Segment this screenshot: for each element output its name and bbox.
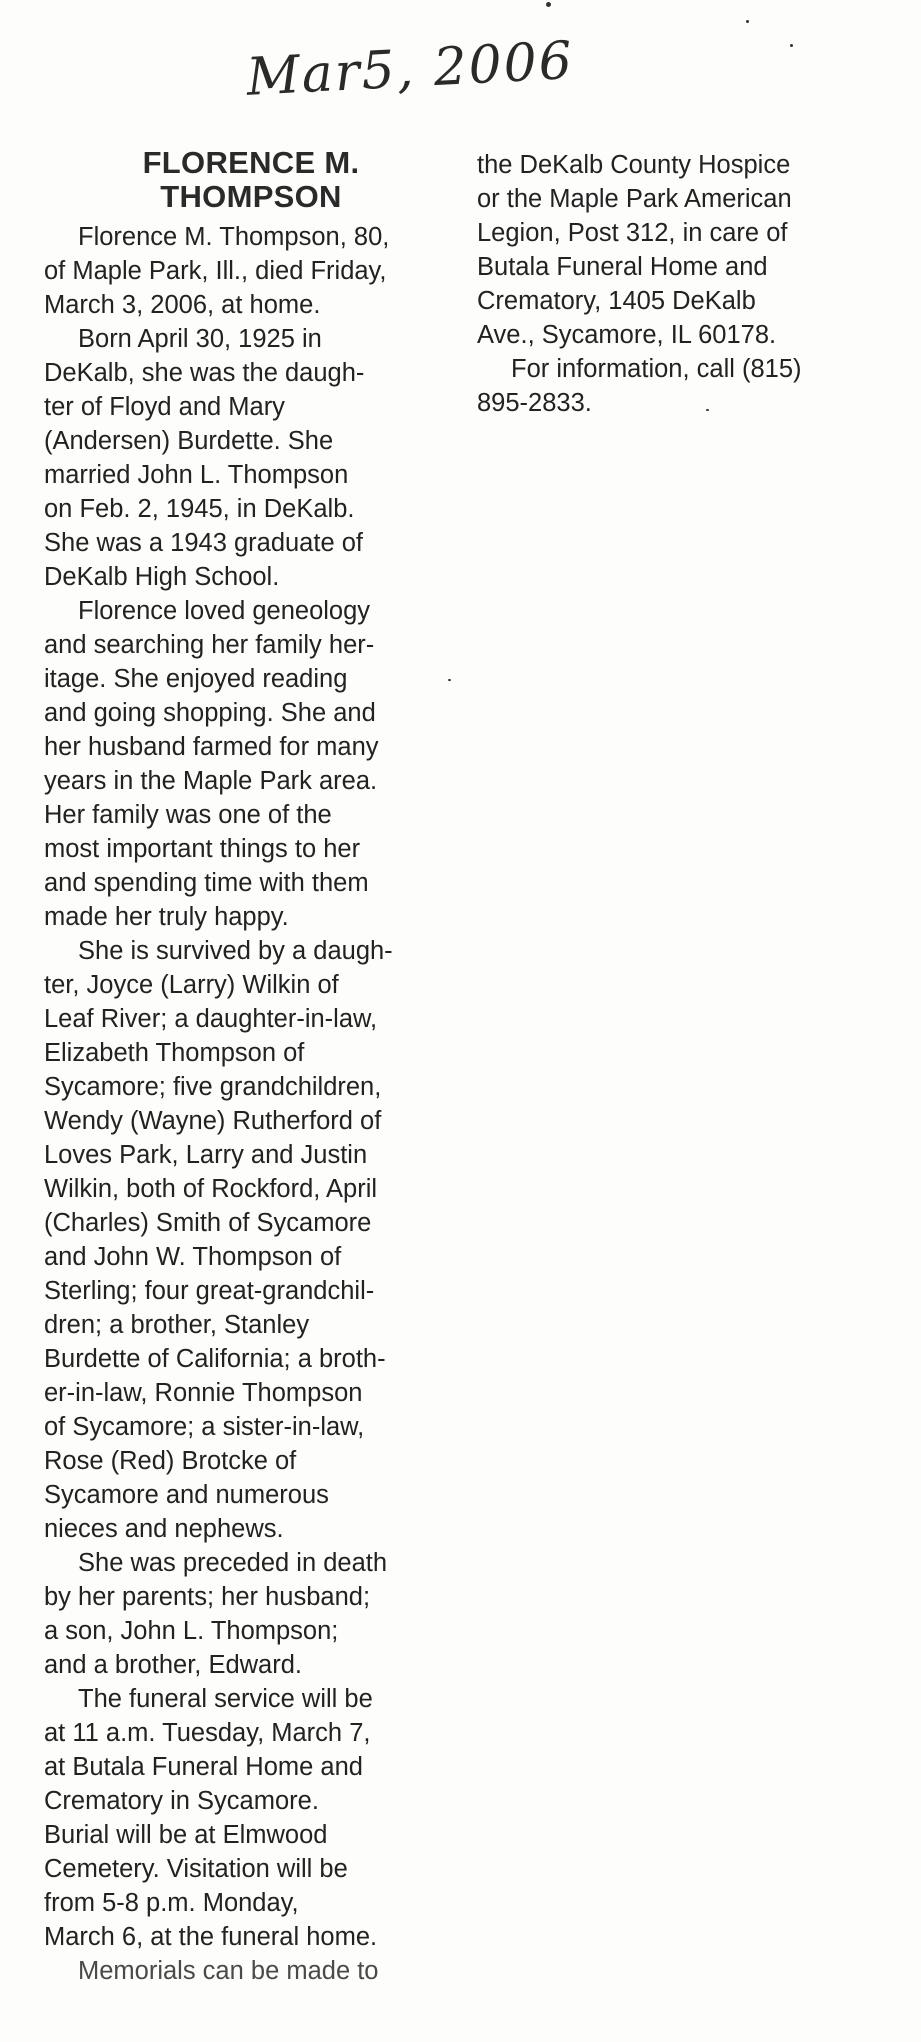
handwritten-date: Mar5, 2006 [245,30,576,108]
paragraph-contact-info: For information, call (815) 895-2833. [477,355,802,417]
headline-name-line2: THOMPSON [160,179,342,214]
obituary-headline [44,146,406,214]
scan-speck [706,409,709,411]
obituary-column-right [477,148,857,420]
paragraph-memorials-start: Memorials can be made to [78,1957,379,1985]
paragraph-birth-marriage: Born April 30, 1925 in DeKalb, she was the daugh- ter of Floyd and Mary (Andersen) Burdette. She married John L. Thompson on Feb. 2, 1945, in DeKalb. She was a 1943 graduate of DeKalb High School. [44,325,365,591]
scan-speck [746,20,749,23]
scan-speck [546,2,551,7]
paragraph-survivors: She is survived by a daugh- ter, Joyce (Larry) Wilkin of Leaf River; a daughter-in-law, Elizabeth Thompson of Sycamore; five grandchildren, Wendy (Wayne) Rutherford of Loves Park, Larry and Justin Wilkin, both of Rockford, April (Charles) Smith of Sycamore and John W. Thompson of Sterling; four great-grandchil- dren; a brother, Stanley Burdette of California; a broth- er-in-law, Ronnie Thompson of Sycamore; a sister-in-law, Rose (Red) Brotcke of Sycamore and numerous nieces and nephews. [44,937,393,1543]
paragraph-preceded-in-death: She was preceded in death by her parents; her husband; a son, John L. Thompson; and a brother, Edward. [44,1549,388,1679]
paragraph-memorials-continued: the DeKalb County Hospice or the Maple Park American Legion, Post 312, in care of Butala Funeral Home and Crematory, 1405 DeKalb Ave., Sycamore, IL 60178. [477,151,792,349]
scan-speck [448,679,451,681]
scan-speck [790,44,793,47]
obituary-column-left [44,146,464,1988]
paragraph-death-notice: Florence M. Thompson, 80, of Maple Park, Ill., died Friday, March 3, 2006, at home. [44,223,390,319]
headline-name-line1: FLORENCE M. [142,145,360,180]
paragraph-funeral-service: The funeral service will be at 11 a.m. Tuesday, March 7, at Butala Funeral Home and Crematory in Sycamore. Burial will be at Elmwood Cemetery. Visitation will be from 5-8 p.m. Monday, March 6, at the funeral home. [44,1685,378,1951]
paragraph-interests: Florence loved geneology and searching her family her- itage. She enjoyed reading and going shopping. She and her husband farmed for many years in the Maple Park area. Her family was one of the most important things to her and spending time with them made her truly happy. [44,597,379,931]
